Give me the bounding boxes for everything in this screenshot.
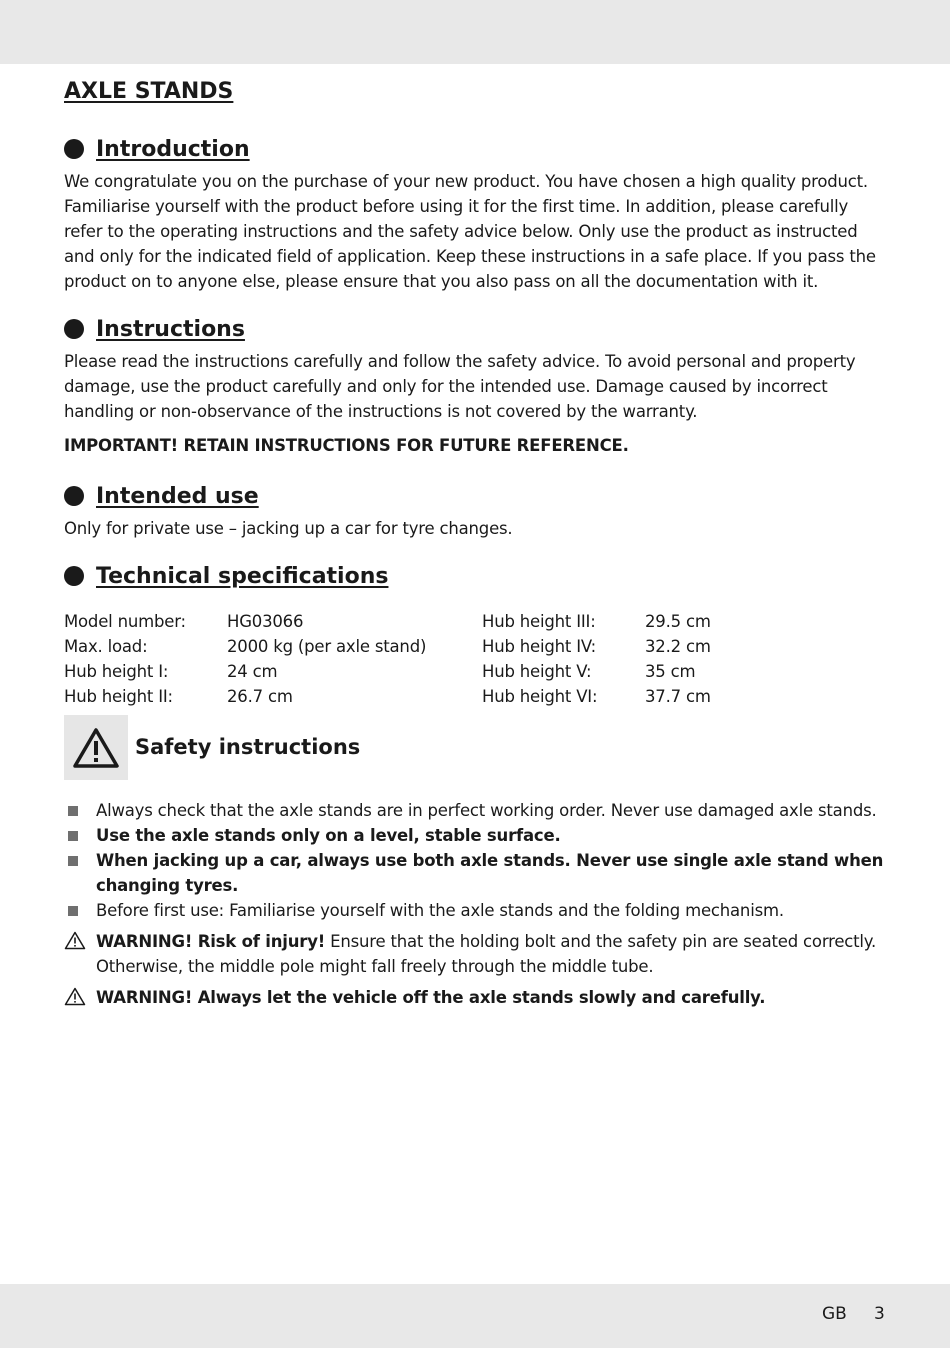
list-item: [64, 823, 886, 848]
square-bullet-icon: [68, 856, 78, 866]
footer-language: GB: [822, 1304, 847, 1324]
top-band: [0, 0, 950, 64]
warning-item: [64, 929, 886, 979]
bullet-dot-icon: [64, 486, 84, 506]
instructions-heading: [64, 314, 245, 344]
document-title: AXLE STANDS: [64, 79, 234, 104]
list-item-text: When jacking up a car, always use both axle stands. Never use single axle stand when changing tyres.: [96, 851, 884, 895]
introduction-title: Introduction: [96, 136, 250, 162]
list-item: [64, 848, 886, 898]
warning-item: [64, 985, 886, 1010]
instructions-title: Instructions: [96, 316, 245, 342]
square-bullet-icon: [68, 831, 78, 841]
spec-values-right: [645, 609, 711, 709]
spec-value: 37.7 cm: [645, 687, 711, 706]
warning-triangle-icon: [72, 727, 120, 769]
spec-label: Max. load:: [64, 637, 148, 656]
warning-text: WARNING! Always let the vehicle off the axle stands slowly and carefully.: [96, 988, 766, 1007]
safety-icon-box: [64, 715, 128, 780]
spec-values-left: [227, 609, 426, 709]
square-bullet-icon: [68, 906, 78, 916]
spec-value: 26.7 cm: [227, 687, 293, 706]
safety-title: Safety instructions: [135, 735, 361, 759]
spec-label: Hub height I:: [64, 662, 169, 681]
spec-label: Hub height VI:: [482, 687, 598, 706]
warning-triangle-icon: [64, 987, 86, 1006]
list-item: [64, 798, 886, 823]
spec-value: 24 cm: [227, 662, 278, 681]
list-item-text: Use the axle stands only on a level, stable surface.: [96, 826, 561, 845]
bullet-dot-icon: [64, 319, 84, 339]
spec-label: Hub height III:: [482, 612, 596, 631]
introduction-text: We congratulate you on the purchase of your new product. You have chosen a high quality product. Familiarise yourself with the product before using it for the first time. In addition, please carefully refer to the operating instructions and the safety advice below. Only use the product as instructed and only for the indicated field of application. Keep these instructions in a safe place. If you pass the product on to anyone else, please ensure that you also pass on all the documentation with it.: [64, 172, 876, 291]
warning-label: WARNING! Risk of injury!: [96, 932, 326, 951]
spec-label: Hub height II:: [64, 687, 173, 706]
spec-value: 32.2 cm: [645, 637, 711, 656]
spec-value: 35 cm: [645, 662, 696, 681]
spec-value: HG03066: [227, 612, 304, 631]
spec-label: Hub height IV:: [482, 637, 596, 656]
list-item-text: Always check that the axle stands are in perfect working order. Never use damaged axle stands.: [96, 801, 877, 820]
bottom-band: [0, 1284, 950, 1348]
warning-text: Ensure that the holding bolt and the safety pin are seated correctly. Otherwise, the middle pole might fall freely through the middle tube.: [96, 932, 877, 976]
spec-label: Hub height V:: [482, 662, 592, 681]
bullet-dot-icon: [64, 566, 84, 586]
spec-label: Model number:: [64, 612, 186, 631]
warning-triangle-icon: [64, 931, 86, 950]
square-bullet-icon: [68, 806, 78, 816]
spec-value: 29.5 cm: [645, 612, 711, 631]
spec-value: 2000 kg (per axle stand): [227, 637, 427, 656]
list-item-text: Before first use: Familiarise yourself with the axle stands and the folding mechanism.: [96, 901, 784, 920]
spec-labels-right: [482, 609, 597, 709]
intended-use-title: Intended use: [96, 483, 259, 509]
spec-labels-left: [64, 609, 186, 709]
list-item: [64, 898, 886, 923]
tech-specs-heading: [64, 561, 388, 591]
important-notice: IMPORTANT! RETAIN INSTRUCTIONS FOR FUTURE REFERENCE.: [64, 436, 629, 455]
instructions-text: Please read the instructions carefully and follow the safety advice. To avoid personal and property damage, use the product carefully and only for the intended use. Damage caused by incorrect handling or non-observance of the instructions is not covered by the warranty.: [64, 352, 856, 421]
introduction-heading: [64, 134, 250, 164]
intended-use-heading: [64, 481, 259, 511]
bullet-dot-icon: [64, 139, 84, 159]
tech-specs-title: Technical specifications: [96, 563, 389, 589]
footer-page-number: 3: [874, 1304, 885, 1324]
intended-use-text: Only for private use – jacking up a car for tyre changes.: [64, 519, 513, 538]
